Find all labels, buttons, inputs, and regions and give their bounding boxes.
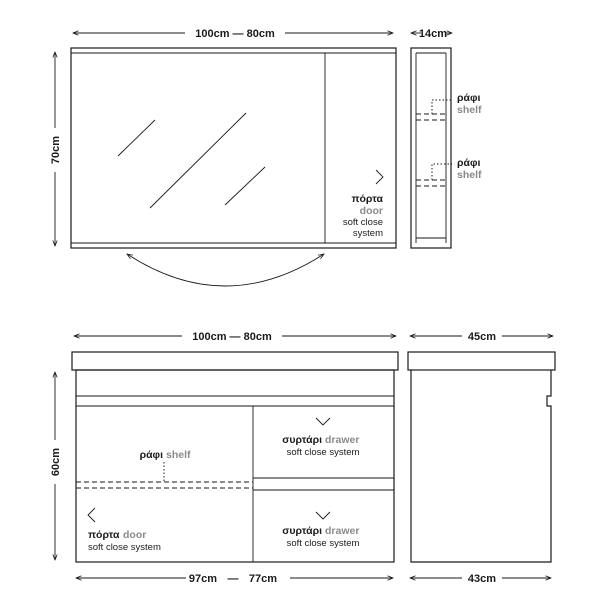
mirror-depth-label: 14cm <box>418 28 448 40</box>
vanity-depth-bottom-label: 43cm <box>467 573 497 585</box>
mirror-cabinet-front-view <box>50 28 396 286</box>
mirror-door-feature-2: system <box>352 228 383 239</box>
mirror-glare-2 <box>150 113 246 208</box>
mirror-shelf-1-label-en: shelf <box>457 104 482 116</box>
mirror-shelf-2-label-en: shelf <box>457 169 482 181</box>
mirror-shelf-1-label-gr: ράφι <box>457 92 481 104</box>
vanity-door-chevron-icon <box>88 508 95 522</box>
vanity-countertop <box>72 352 398 370</box>
drawer-2-label-gr: συρτάρι <box>282 525 322 537</box>
vanity-door-label-gr: πόρτα <box>88 529 120 541</box>
mirror-cabinet-side-view <box>411 28 482 248</box>
drawer-1-label-en: drawer <box>325 434 360 446</box>
vanity-width-bottom-right-label: 77cm <box>248 573 278 585</box>
mirror-glare-3 <box>225 167 265 205</box>
mirror-side-outline <box>411 48 451 248</box>
mirror-shelf-2-label-gr: ράφι <box>457 157 481 169</box>
vanity-cabinet-front-view <box>50 331 398 585</box>
vanity-height-label: 60cm <box>50 447 62 477</box>
drawer-2-chevron-icon <box>316 512 330 519</box>
vanity-side-body <box>411 370 551 562</box>
vanity-cabinet-side-view <box>408 331 555 585</box>
drawer-2-feature: soft close system <box>286 538 360 549</box>
mirror-height-label: 70cm <box>50 135 62 165</box>
vanity-depth-top-label: 45cm <box>467 331 497 343</box>
vanity-shelf-label-gr: ράφι <box>139 449 163 461</box>
vanity-width-bottom-left-label: 97cm <box>188 573 218 585</box>
door-open-chevron-icon <box>376 170 383 184</box>
mirror-door-label-gr: πόρτα <box>351 193 383 205</box>
mirror-shelf-2-leader <box>432 164 452 180</box>
vanity-door-label-en: door <box>123 529 147 541</box>
drawer-1-chevron-icon <box>316 418 330 425</box>
mirror-glare-1 <box>118 120 155 156</box>
drawer-1-feature: soft close system <box>286 447 360 458</box>
mirror-width-label: 100cm — 80cm <box>195 28 275 40</box>
vanity-shelf-label-en: shelf <box>166 449 191 461</box>
vanity-width-top-label: 100cm — 80cm <box>192 331 272 343</box>
vanity-door-feature: soft close system <box>88 542 161 553</box>
mirror-door-feature-1: soft close <box>342 217 383 228</box>
vanity-width-bottom-sep: — <box>227 573 239 585</box>
mirror-shelf-1-leader <box>432 100 452 114</box>
door-swing-arc <box>127 254 324 286</box>
mirror-door-label-en: door <box>359 205 383 217</box>
drawer-2-label-en: drawer <box>325 525 360 537</box>
drawer-1-label-gr: συρτάρι <box>282 434 322 446</box>
vanity-side-countertop <box>408 352 555 370</box>
